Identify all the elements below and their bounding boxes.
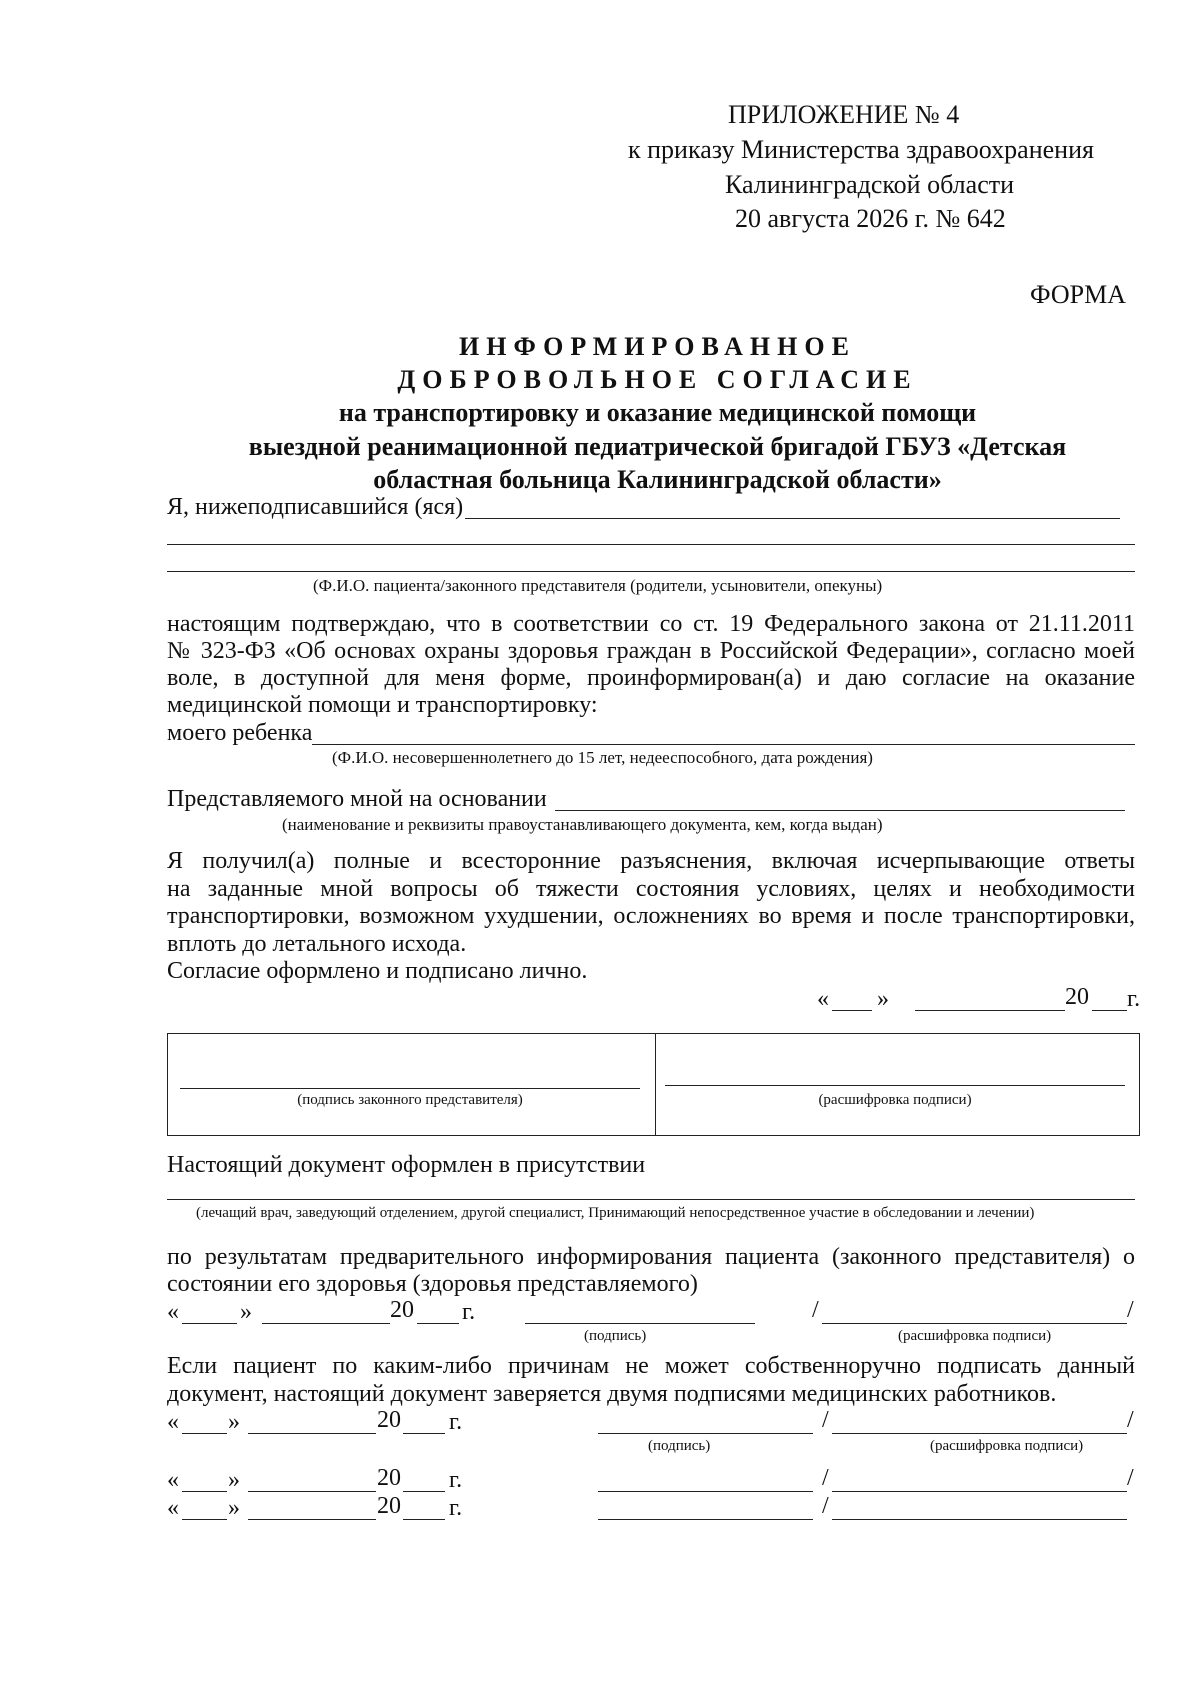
date-d-year-field[interactable] [403,1519,445,1520]
sign-a-decoding-line[interactable] [822,1323,1127,1324]
paragraph-4-line-1: Если пациент по каким-либо причинам не может собственноручно подписать данный [167,1353,1135,1379]
sign-a-slash-open: / [812,1297,819,1323]
date-a-year-prefix: 20 [390,1297,414,1323]
title-line-3: на транспортировку и оказание медицинской помощи [338,398,977,427]
sign-b-signature-caption: (подпись) [648,1438,711,1454]
intro-caption: (Ф.И.О. пациента/законного представителя (родители, усыновители, опекуны) [313,576,883,595]
sign-b-signature-line[interactable] [598,1433,813,1434]
name-field-line-3[interactable] [167,571,1135,572]
basis-caption: (наименование и реквизиты правоустанавливающего документа, кем, когда выдан) [282,815,883,834]
presence-field-line[interactable] [167,1199,1135,1200]
date-a-close-quote: » [240,1299,252,1325]
representative-signature-caption: (подпись законного представителя) [297,1092,523,1108]
sign-d-slash-open: / [822,1493,829,1519]
date-year-suffix: г. [1127,986,1141,1012]
paragraph-3-line-2: состоянии его здоровья (здоровья представляемого) [167,1271,698,1297]
appendix-order-line: к приказу Министерства здравоохранения [628,135,1094,164]
date-c-year-prefix: 20 [377,1465,401,1491]
sign-b-slash-open: / [822,1407,829,1433]
appendix-region-line: Калининградской области [725,170,1015,199]
date-b-year-field[interactable] [403,1433,445,1434]
date-c-day-field[interactable] [182,1491,227,1492]
date-a-month-field[interactable] [262,1323,390,1324]
form-label: ФОРМА [1030,280,1126,309]
paragraph-4-line-2: документ, настоящий документ заверяется двумя подписями медицинских работников. [167,1381,1057,1407]
sign-a-decoding-caption: (расшифровка подписи) [898,1328,1052,1344]
child-field-line[interactable] [312,744,1135,745]
appendix-date-line: 20 августа 2026 г. № 642 [735,204,1006,233]
basis-label: Представляемого мной на основании [167,786,547,812]
signature-box-divider [655,1033,656,1136]
date-b-open-quote: « [167,1409,179,1435]
name-field-line-2[interactable] [167,544,1135,545]
representative-signature-line[interactable] [180,1088,640,1089]
presence-label: Настоящий документ оформлен в присутствии [167,1152,646,1178]
date-d-close-quote: » [228,1495,240,1521]
paragraph-2-line-5: Согласие оформлено и подписано лично. [167,958,588,984]
paragraph-3-line-1: по результатам предварительного информирования пациента (законного представителя) о [167,1244,1135,1270]
paragraph-2-line-4: вплоть до летального исхода. [167,931,467,957]
name-field-line-1[interactable] [465,518,1120,519]
paragraph-1-line-3: воле, в доступной для меня форме, проинформирован(а) и даю согласие на оказание [167,665,1135,691]
sign-c-slash-close: / [1127,1465,1134,1491]
date-d-day-field[interactable] [182,1519,227,1520]
title-line-1: ИНФОРМИРОВАННОЕ [459,332,856,361]
date-b-day-field[interactable] [182,1433,227,1434]
paragraph-1-line-1: настоящим подтверждаю, что в соответствии со ст. 19 Федерального закона от 21.11.2011 [167,611,1135,637]
date-c-year-suffix: г. [449,1467,463,1493]
sign-c-decoding-line[interactable] [832,1491,1127,1492]
date-b-year-prefix: 20 [377,1407,401,1433]
paragraph-2-line-1: Я получил(а) полные и всесторонние разъяснения, включая исчерпывающие ответы [167,848,1135,874]
paragraph-2-line-2: на заданные мной вопросы об тяжести состояния условиях, целях и необходимости [167,876,1135,902]
signature-decoding-line[interactable] [665,1085,1125,1086]
date-a-year-suffix: г. [462,1299,476,1325]
sign-a-slash-close: / [1127,1297,1134,1323]
paragraph-1-line-4: медицинской помощи и транспортировку: [167,692,598,718]
date-close-quote: » [877,986,889,1012]
child-label: моего ребенка [167,720,313,746]
date-year-prefix: 20 [1065,984,1089,1010]
date-b-year-suffix: г. [449,1409,463,1435]
presence-caption: (лечащий врач, заведующий отделением, другой специалист, Принимающий непосредственное участие в обследовании и лечении) [196,1205,1035,1221]
signature-decoding-caption: (расшифровка подписи) [818,1092,972,1108]
date-a-open-quote: « [167,1299,179,1325]
date-b-close-quote: » [228,1409,240,1435]
sign-c-slash-open: / [822,1465,829,1491]
title-line-4: выездной реанимационной педиатрической бригадой ГБУЗ «Детская [248,432,1067,461]
date-d-open-quote: « [167,1495,179,1521]
sign-b-decoding-line[interactable] [832,1433,1127,1434]
date-c-month-field[interactable] [248,1491,376,1492]
sign-b-slash-close: / [1127,1407,1134,1433]
appendix-number: ПРИЛОЖЕНИЕ № 4 [728,100,960,129]
date-d-year-suffix: г. [449,1495,463,1521]
intro-label: Я, нижеподписавшийся (яся) [167,494,464,520]
basis-field-line[interactable] [555,810,1125,811]
sign-b-decoding-caption: (расшифровка подписи) [930,1438,1084,1454]
sign-c-signature-line[interactable] [598,1491,813,1492]
paragraph-1-line-2: № 323-ФЗ «Об основах охраны здоровья граждан в Российской Федерации», согласно моей [167,638,1135,664]
date-a-year-field[interactable] [417,1323,459,1324]
sign-d-signature-line[interactable] [598,1519,813,1520]
date-c-year-field[interactable] [403,1491,445,1492]
date-b-month-field[interactable] [248,1433,376,1434]
paragraph-2-line-3: транспортировки, возможном ухудшении, осложнениях во время и после транспортировки, [167,903,1135,929]
date-year-field[interactable] [1092,1010,1127,1011]
date-a-day-field[interactable] [182,1323,237,1324]
sign-a-signature-caption: (подпись) [584,1328,647,1344]
date-c-open-quote: « [167,1467,179,1493]
sign-a-signature-line[interactable] [525,1323,755,1324]
date-day-field[interactable] [832,1010,872,1011]
sign-d-decoding-line[interactable] [832,1519,1127,1520]
child-caption: (Ф.И.О. несовершеннолетнего до 15 лет, недееспособного, дата рождения) [332,748,873,767]
date-month-field[interactable] [915,1010,1065,1011]
title-line-2: ДОБРОВОЛЬНОЕ СОГЛАСИЕ [397,365,918,394]
date-d-month-field[interactable] [248,1519,376,1520]
title-line-5: областная больница Калининградской области» [373,465,942,494]
date-c-close-quote: » [228,1467,240,1493]
date-open-quote: « [817,986,829,1012]
date-d-year-prefix: 20 [377,1493,401,1519]
